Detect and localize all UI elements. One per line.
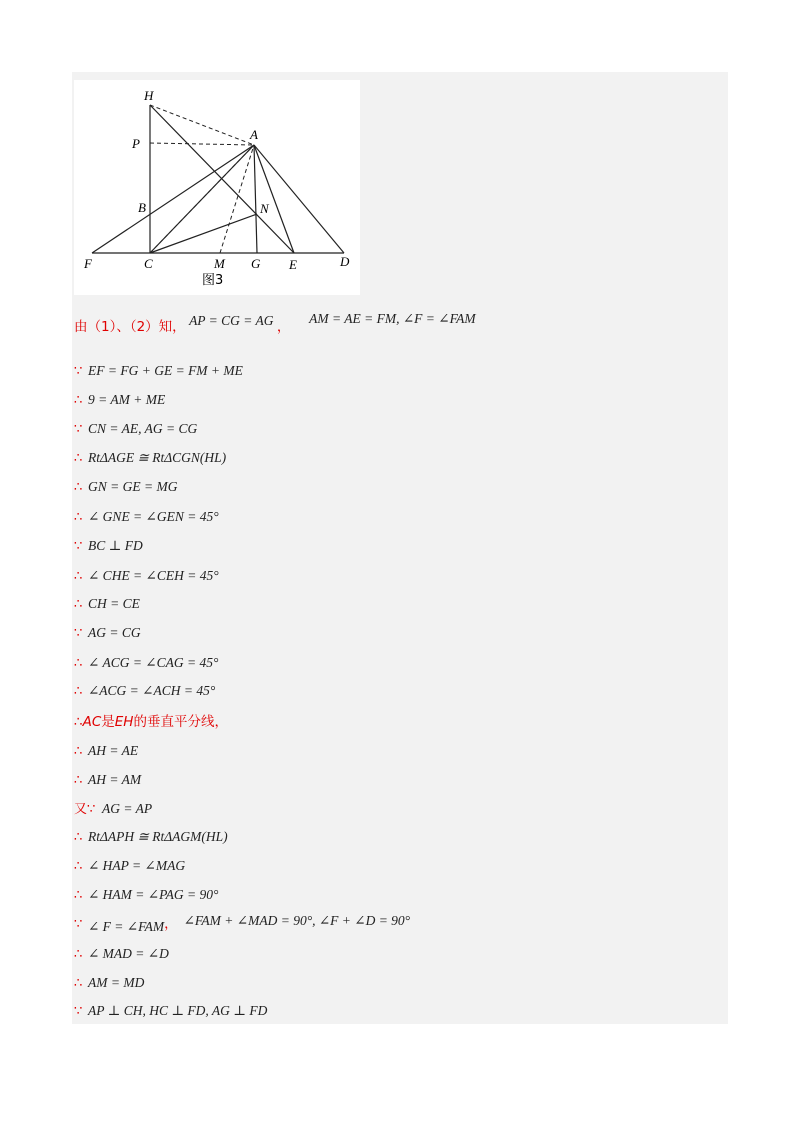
step-marker: ∴ bbox=[74, 510, 83, 525]
step-line bbox=[74, 798, 152, 820]
bisector-is: 是 bbox=[101, 714, 115, 730]
step-marker: ∴ bbox=[74, 569, 83, 584]
step-marker: ∴ bbox=[74, 480, 83, 495]
label-p: P bbox=[132, 136, 140, 151]
step-marker: ∵ bbox=[74, 1004, 83, 1019]
step-text: EF = FG + GE = FM + ME bbox=[88, 363, 243, 378]
angle-f-expr-1: ∠ F = ∠FAM bbox=[88, 919, 165, 934]
label-c: C bbox=[144, 256, 153, 271]
step-text: ∠ACG = ∠ACH = 45° bbox=[88, 683, 216, 698]
step-line bbox=[74, 418, 197, 440]
step-text: ∠ HAM = ∠PAG = 90° bbox=[88, 887, 219, 902]
step-line bbox=[74, 740, 138, 762]
step-line bbox=[74, 943, 169, 965]
step-text: 9 = AM + ME bbox=[88, 392, 166, 407]
step-text: AM = MD bbox=[88, 975, 145, 990]
step-marker: ∴ bbox=[74, 393, 83, 408]
label-b: B bbox=[138, 200, 146, 215]
label-h: H bbox=[144, 88, 154, 103]
step-line bbox=[74, 972, 144, 994]
intro-comma: ， bbox=[276, 319, 291, 335]
bisector-marker: ∴ bbox=[74, 714, 83, 730]
step-marker: ∴ bbox=[74, 451, 83, 466]
step-marker: ∴ bbox=[74, 947, 83, 962]
label-e: E bbox=[289, 257, 297, 272]
intro-expr-1: AP = CG = AG bbox=[189, 313, 274, 328]
step-line bbox=[74, 476, 177, 498]
step-line bbox=[74, 855, 185, 877]
step-marker: ∴ bbox=[74, 773, 83, 788]
line-ad bbox=[254, 145, 344, 253]
geometry-figure bbox=[74, 80, 360, 295]
step-marker: ∴ bbox=[74, 597, 83, 612]
label-g: G bbox=[251, 256, 261, 271]
step-line bbox=[74, 360, 243, 382]
step-line bbox=[74, 826, 228, 848]
line-ag bbox=[254, 145, 257, 253]
intro-expr-2: AM = AE = FM, ∠F = ∠FAM bbox=[309, 311, 476, 326]
step-marker: ∴ bbox=[74, 888, 83, 903]
label-a: A bbox=[250, 127, 258, 142]
intro-line bbox=[74, 312, 476, 342]
step-marker: ∵ bbox=[74, 422, 83, 437]
step-text: ∠ HAP = ∠MAG bbox=[88, 858, 186, 873]
line-pa bbox=[150, 143, 254, 145]
step-marker: 又∵ bbox=[74, 802, 96, 817]
line-ma bbox=[220, 145, 254, 253]
line-cn bbox=[150, 214, 257, 253]
step-line bbox=[74, 447, 226, 469]
intro-prefix: 由（1）、（2）知， bbox=[74, 319, 186, 335]
bisector-ac: AC bbox=[82, 714, 102, 730]
document-page bbox=[72, 72, 728, 1024]
step-marker: ∴ bbox=[74, 684, 83, 699]
step-line bbox=[74, 506, 219, 528]
step-text: RtΔAGE ≅ RtΔCGN(HL) bbox=[88, 450, 227, 465]
bisector-rest: 的垂直平分线， bbox=[133, 714, 228, 730]
step-marker: ∴ bbox=[74, 744, 83, 759]
step-text: RtΔAPH ≅ RtΔAGM(HL) bbox=[88, 829, 228, 844]
step-marker: ∵ bbox=[74, 364, 83, 379]
figure-caption: 图3 bbox=[202, 273, 224, 288]
step-line bbox=[74, 593, 140, 615]
step-text: BC ⊥ FD bbox=[88, 538, 143, 553]
step-text: AG = AP bbox=[102, 801, 153, 816]
step-line bbox=[74, 535, 143, 557]
step-line bbox=[74, 652, 218, 674]
step-line bbox=[74, 680, 215, 702]
step-text: CH = CE bbox=[88, 596, 140, 611]
label-n: N bbox=[260, 201, 269, 216]
step-text: AP ⊥ CH, HC ⊥ FD, AG ⊥ FD bbox=[88, 1003, 268, 1018]
step-text: GN = GE = MG bbox=[88, 479, 178, 494]
angle-f-comma: ， bbox=[164, 916, 178, 932]
step-line bbox=[74, 884, 218, 906]
step-line bbox=[74, 769, 141, 791]
step-marker: ∴ bbox=[74, 656, 83, 671]
angle-f-expr-2: ∠FAM + ∠MAD = 90°, ∠F + ∠D = 90° bbox=[183, 913, 411, 928]
label-m: M bbox=[214, 256, 225, 271]
figure-svg bbox=[74, 80, 360, 295]
angle-f-line bbox=[74, 910, 410, 938]
step-marker: ∴ bbox=[74, 859, 83, 874]
step-line bbox=[74, 1000, 267, 1022]
step-marker: ∴ bbox=[74, 976, 83, 991]
step-text: ∠ ACG = ∠CAG = 45° bbox=[88, 655, 219, 670]
step-marker: ∵ bbox=[74, 626, 83, 641]
line-af bbox=[92, 145, 254, 253]
line-ha bbox=[150, 105, 254, 145]
step-marker: ∵ bbox=[74, 539, 83, 554]
bisector-line bbox=[74, 711, 228, 733]
step-line bbox=[74, 565, 219, 587]
step-text: AH = AE bbox=[88, 743, 139, 758]
angle-f-marker: ∵ bbox=[74, 917, 83, 932]
label-d: D bbox=[340, 254, 350, 269]
step-text: AH = AM bbox=[88, 772, 142, 787]
step-line bbox=[74, 389, 165, 411]
step-text: CN = AE, AG = CG bbox=[88, 421, 198, 436]
step-text: ∠ GNE = ∠GEN = 45° bbox=[88, 509, 219, 524]
step-marker: ∴ bbox=[74, 830, 83, 845]
step-text: ∠ MAD = ∠D bbox=[88, 946, 169, 961]
step-text: ∠ CHE = ∠CEH = 45° bbox=[88, 568, 219, 583]
label-f: F bbox=[84, 256, 92, 271]
step-line bbox=[74, 622, 141, 644]
step-text: AG = CG bbox=[88, 625, 141, 640]
line-ae bbox=[254, 145, 294, 253]
bisector-eh: EH bbox=[114, 714, 134, 730]
